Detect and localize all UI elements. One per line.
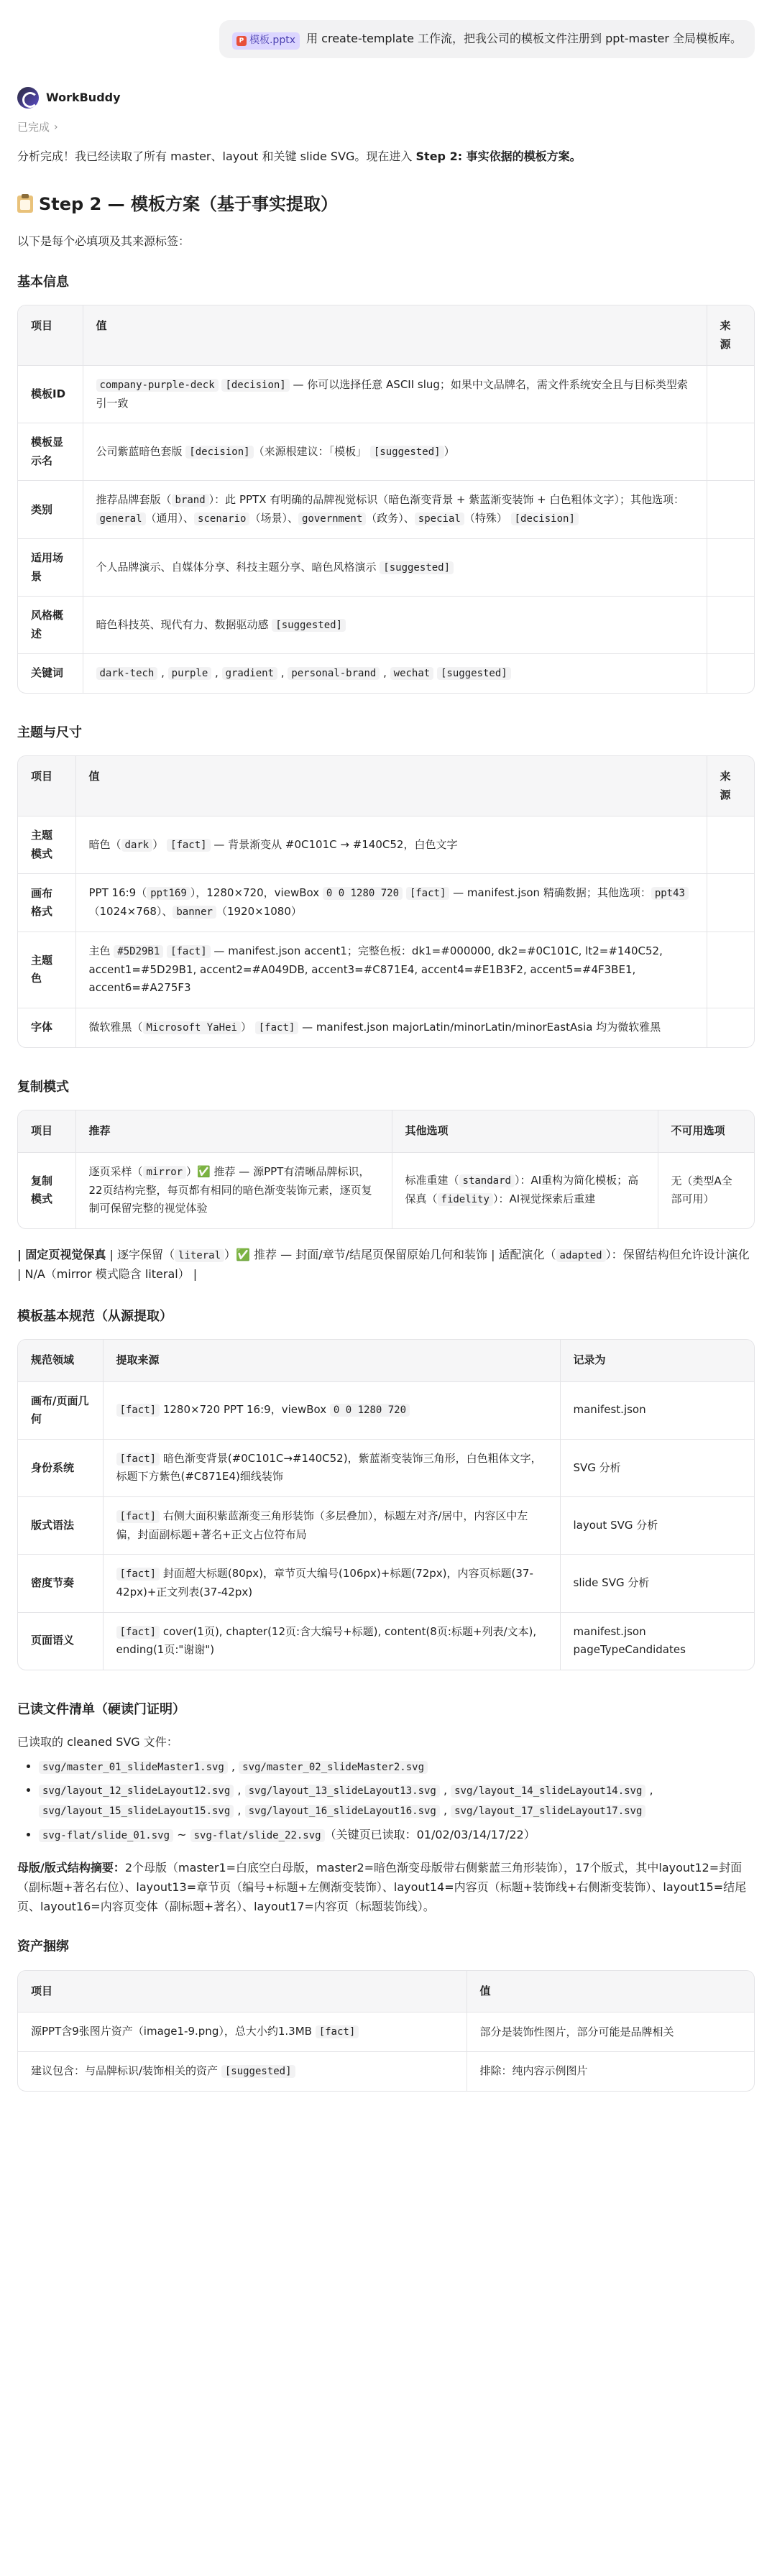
inline-code: [fact] xyxy=(116,1404,160,1417)
inline-code: brand xyxy=(172,494,209,507)
inline-code: 0 0 1280 720 xyxy=(330,1404,410,1417)
step-subtitle: 以下是每个必填项及其来源标签： xyxy=(17,234,190,249)
inline-code: [fact] xyxy=(167,839,211,852)
fixed-page-fidelity-line xyxy=(17,1245,755,1284)
row-value xyxy=(83,597,707,654)
intro-text: 分析完成！我已经读取了所有 master、layout 和关键 slide SVG。现在进入 xyxy=(17,150,416,164)
inline-code: [decision] xyxy=(221,379,289,392)
column-header: 值 xyxy=(83,305,707,366)
assistant-header xyxy=(17,87,755,109)
fixed-page-fidelity-label: | 固定页视觉保真 xyxy=(17,1247,106,1261)
theme-heading: 主题与尺寸 xyxy=(17,724,82,740)
row-value xyxy=(83,366,707,423)
inline-code: [suggested] xyxy=(380,561,454,574)
text-span: , xyxy=(439,1803,451,1818)
row-key: 类别 xyxy=(18,481,83,539)
inline-code: [fact] xyxy=(167,945,211,958)
text-span: ），1280×720，viewBox xyxy=(190,886,323,900)
text-span: ） xyxy=(152,838,167,852)
inline-code: svg-flat/slide_01.svg xyxy=(39,1829,173,1842)
inline-code: literal xyxy=(175,1249,224,1262)
attached-file-chip[interactable] xyxy=(232,32,300,50)
text-span: （场景）、 xyxy=(249,512,298,525)
theme-table xyxy=(17,755,755,1047)
column-header: 推荐 xyxy=(75,1110,392,1152)
text-span: — manifest.json accent1；完整色板：dk1=#000000, dk2=#0C101C, lt2=#140C52, accent1=#5D29B1, accent2=#A049DB, accent3=#C871E4, accent4=#E1B3F2, accent5=#4F3BE1, accent6=#A275F3 xyxy=(88,944,663,995)
text-span: 标准重建（ xyxy=(405,1174,459,1187)
basic-info-table xyxy=(17,305,755,694)
table-row xyxy=(18,654,754,693)
row-key: 画布/页面几何 xyxy=(18,1381,103,1439)
inline-code: svg/layout_13_slideLayout13.svg xyxy=(245,1785,440,1798)
text-span: , xyxy=(645,1783,653,1798)
row-key: 版式语法 xyxy=(18,1496,103,1554)
table-row xyxy=(18,1381,754,1439)
row-source-extract xyxy=(103,1381,560,1439)
row-key: 模板显示名 xyxy=(18,423,83,481)
text-span: 公司紫蓝暗色套版 xyxy=(96,445,186,459)
row-source xyxy=(707,539,754,597)
asset-value: 部分是装饰性图片，部分可能是品牌相关 xyxy=(467,2012,754,2052)
inline-code: purple xyxy=(168,667,212,680)
inline-code: [suggested] xyxy=(437,667,511,680)
inline-code: [decision] xyxy=(511,512,579,525)
row-value xyxy=(75,816,707,874)
table-row xyxy=(18,481,754,539)
text-span: ）：此 PPTX 有明确的品牌视觉标识（暗色渐变背景 + 紫蓝渐变装饰 + 白色粗体文字）；其他选项： xyxy=(208,493,684,507)
read-files-list xyxy=(39,1757,755,1845)
table-row xyxy=(18,1612,754,1670)
inline-code: ppt43 xyxy=(651,887,689,900)
list-item xyxy=(39,1780,755,1821)
list-item xyxy=(39,1825,755,1845)
completion-status-text: 已完成 xyxy=(17,120,50,134)
row-recorded-as: layout SVG 分析 xyxy=(560,1496,754,1554)
text-span: 封面超大标题(80px)，章节页大编号(106px)+标题(72px)，内容页标题(37-42px)+正文列表(37-42px) xyxy=(116,1567,533,1598)
step-title xyxy=(17,190,755,219)
inline-code: Microsoft YaHei xyxy=(143,1021,241,1034)
inline-code: [suggested] xyxy=(370,446,444,459)
spec-table xyxy=(17,1339,755,1670)
unavailable-options: 无（类型A全部可用） xyxy=(671,1174,732,1206)
column-header: 来源 xyxy=(707,756,754,816)
copy-mode-table xyxy=(17,1110,755,1228)
text-span: , xyxy=(234,1803,245,1818)
row-key: 页面语义 xyxy=(18,1612,103,1670)
row-source-extract xyxy=(103,1555,560,1612)
pptx-file-icon: P xyxy=(236,36,247,46)
text-span: ）：AI重构为简化模板；高保真（ xyxy=(405,1174,639,1206)
table-row xyxy=(18,2052,754,2091)
attached-file-name: 模板.pptx xyxy=(249,34,295,47)
table-row xyxy=(18,423,754,481)
text-span: （1920×1080） xyxy=(216,905,302,919)
row-value xyxy=(83,423,707,481)
table-row xyxy=(18,874,754,932)
text-span: ） xyxy=(444,445,455,459)
row-key: 身份系统 xyxy=(18,1439,103,1496)
row-source-extract xyxy=(103,1612,560,1670)
inline-code: dark xyxy=(121,839,153,852)
inline-code: svg-flat/slide_22.svg xyxy=(190,1829,325,1842)
inline-code: [fact] xyxy=(116,1453,160,1466)
column-header: 值 xyxy=(75,756,707,816)
row-value xyxy=(75,932,707,1008)
row-recorded-as: SVG 分析 xyxy=(560,1439,754,1496)
row-source xyxy=(707,874,754,932)
row-key: 主题色 xyxy=(18,932,75,1008)
text-span: 源PPT含9张图片资产（image1-9.png），总大小约1.3MB xyxy=(31,2025,316,2038)
text-span: （通用）、 xyxy=(145,512,195,525)
inline-code: mirror xyxy=(143,1166,187,1179)
copy-mode-heading: 复制模式 xyxy=(17,1079,69,1095)
inline-code: scenario xyxy=(194,512,249,525)
inline-code: gradient xyxy=(222,667,277,680)
row-key: 密度节奏 xyxy=(18,1555,103,1612)
row-source xyxy=(707,654,754,693)
text-span: | 逐字保留（ xyxy=(106,1247,175,1261)
row-value xyxy=(75,1008,707,1046)
inline-code: svg/master_02_slideMaster2.svg xyxy=(239,1761,428,1774)
table-row xyxy=(18,1152,754,1228)
table-row xyxy=(18,1439,754,1496)
table-row xyxy=(18,2012,754,2052)
inline-code: svg/layout_15_slideLayout15.svg xyxy=(39,1805,234,1818)
inline-code: [fact] xyxy=(116,1626,160,1639)
inline-code: dark-tech xyxy=(96,667,158,680)
inline-code: company-purple-deck xyxy=(96,379,219,392)
asset-item xyxy=(18,2052,467,2091)
asset-value: 排除：纯内容示例图片 xyxy=(479,2064,588,2078)
table-row xyxy=(18,366,754,423)
row-value xyxy=(75,874,707,932)
row-source xyxy=(707,366,754,423)
row-source xyxy=(707,423,754,481)
assets-table xyxy=(17,1970,755,2092)
row-source xyxy=(707,932,754,1008)
text-span: — 背景渐变从 #0C101C → #140C52，白色文字 xyxy=(210,838,458,852)
text-span: , xyxy=(227,1759,239,1773)
column-header: 值 xyxy=(467,1971,754,2012)
column-header: 提取来源 xyxy=(103,1340,560,1381)
row-source xyxy=(707,597,754,654)
table-row xyxy=(18,1008,754,1046)
inline-code: [fact] xyxy=(116,1568,160,1581)
text-span: 推荐品牌套版（ xyxy=(96,493,172,507)
column-header: 规范领域 xyxy=(18,1340,103,1381)
column-header: 项目 xyxy=(18,1110,75,1152)
row-key: 风格概述 xyxy=(18,597,83,654)
inline-code: standard xyxy=(459,1174,515,1187)
text-span: （特殊） xyxy=(464,512,511,525)
inline-code: personal-brand xyxy=(288,667,380,680)
text-span: — 你可以选择任意 ASCII slug；如果中文品牌名，需文件系统安全且与目标类型索引一致 xyxy=(96,378,688,410)
read-files-intro: 已读取的 cleaned SVG 文件： xyxy=(17,1735,178,1749)
row-value xyxy=(83,481,707,539)
chevron-right-icon: › xyxy=(54,121,58,133)
column-header: 项目 xyxy=(18,305,83,366)
inline-code: ppt169 xyxy=(147,887,190,900)
text-span: ）：保留结构但允许设计演化 | N/A（mirror 模式隐含 literal） | xyxy=(17,1247,750,1282)
row-key: 关键词 xyxy=(18,654,83,693)
column-header: 项目 xyxy=(18,1971,467,2012)
assistant-name: WorkBuddy xyxy=(46,91,121,105)
text-span: , xyxy=(234,1783,245,1798)
text-span: ）✅ 推荐 — 源PPT有清晰品牌标识，22页结构完整，每页都有相同的暗色渐变装饰元素，逐页复制可保留完整的视觉体验 xyxy=(88,1164,372,1215)
text-span: , xyxy=(211,666,222,680)
text-span: — manifest.json majorLatin/minorLatin/minorEastAsia 均为微软雅黑 xyxy=(298,1020,661,1034)
text-span: 逐页采样（ xyxy=(88,1164,143,1178)
step-title-text: Step 2 — 模板方案（基于事实提取） xyxy=(39,193,338,214)
text-span: （1024×768）、 xyxy=(88,905,173,919)
inline-code: [fact] xyxy=(406,887,450,900)
user-message-text: 用 create-template 工作流，把我公司的模板文件注册到 ppt-master 全局模板库。 xyxy=(306,32,742,45)
text-span: cover(1页), chapter(12页:含大编号+标题), content(8页:标题+列表/文本), ending(1页:"谢谢") xyxy=(116,1624,537,1657)
text-span: 暗色（ xyxy=(88,838,121,852)
structure-summary-label: 母版/版式结构摘要： xyxy=(17,1860,125,1874)
text-span: ） xyxy=(240,1020,255,1034)
column-header: 项目 xyxy=(18,756,75,816)
text-span: , xyxy=(380,666,390,680)
table-row xyxy=(18,1555,754,1612)
inline-code: #5D29B1 xyxy=(114,945,163,958)
inline-code: [fact] xyxy=(116,1510,160,1523)
row-value xyxy=(83,539,707,597)
structure-summary xyxy=(17,1858,755,1917)
inline-code: general xyxy=(96,512,146,525)
intro-step-bold: Step 2: 事实依据的模板方案。 xyxy=(415,150,582,164)
row-source xyxy=(707,816,754,874)
inline-code: svg/layout_17_slideLayout17.svg xyxy=(451,1805,645,1818)
row-recorded-as: manifest.json xyxy=(560,1381,754,1439)
row-key: 字体 xyxy=(18,1008,75,1046)
text-span: , xyxy=(277,666,288,680)
row-key: 主题模式 xyxy=(18,816,75,874)
text-span: 暗色科技英、现代有力、数据驱动感 xyxy=(96,617,272,631)
table-row xyxy=(18,1496,754,1554)
row-source-extract xyxy=(103,1496,560,1554)
text-span: 个人品牌演示、自媒体分享、科技主题分享、暗色风格演示 xyxy=(96,560,380,574)
read-files-heading: 已读文件清单（硬读门证明） xyxy=(17,1701,185,1717)
list-item xyxy=(39,1757,755,1777)
table-row xyxy=(18,816,754,874)
inline-code: [suggested] xyxy=(272,619,346,632)
inline-code: svg/layout_16_slideLayout16.svg xyxy=(245,1805,440,1818)
structure-summary-text: 2个母版（master1=白底空白母版，master2=暗色渐变母版带右侧紫蓝三角形装饰），17个版式，其中layout12=封面（副标题+著名右位）、layout13=章节页（编号+标题+左侧渐变装饰）、layout14=内容页（标题+装饰线+右侧渐变装饰）、layout15=结尾页、layout16=内容页变体（副标题+著名）、layout17=内容页（标题装饰线）。 xyxy=(17,1860,747,1914)
text-span: 暗色渐变背景(#0C101C→#140C52)，紫蓝渐变装饰三角形，白色粗体文字，标题下方紫色(#C871E4)细线装饰 xyxy=(116,1451,542,1484)
text-span: — manifest.json 精确数据；其他选项： xyxy=(449,886,651,900)
clipboard-icon xyxy=(17,196,33,213)
inline-code: 0 0 1280 720 xyxy=(323,887,403,900)
text-span: ~ xyxy=(173,1827,190,1841)
inline-code: svg/master_01_slideMaster1.svg xyxy=(39,1761,228,1774)
text-span: ）✅ 推荐 — 封面/章节/结尾页保留原始几何和装饰 | 适配演化（ xyxy=(224,1247,556,1261)
inline-code: svg/layout_12_slideLayout12.svg xyxy=(39,1785,234,1798)
row-recorded-as: slide SVG 分析 xyxy=(560,1555,754,1612)
text-span: （政务）、 xyxy=(366,512,415,525)
column-header: 不可用选项 xyxy=(658,1110,754,1152)
text-span: 微软雅黑（ xyxy=(88,1020,143,1034)
inline-code: [decision] xyxy=(185,446,253,459)
inline-code: banner xyxy=(173,906,216,919)
inline-code: wechat xyxy=(390,667,434,680)
row-key: 模板ID xyxy=(18,366,83,423)
table-row xyxy=(18,539,754,597)
text-span: 主色 xyxy=(88,944,114,958)
inline-code: special xyxy=(415,512,464,525)
row-source-extract xyxy=(103,1439,560,1496)
row-recorded-as: manifest.json pageTypeCandidates xyxy=(573,1624,686,1657)
row-source xyxy=(707,1008,754,1046)
recommended-option xyxy=(75,1152,392,1228)
text-span: （关键页已读取：01/02/03/14/17/22） xyxy=(324,1827,536,1841)
text-span: 建议包含：与品牌标识/装饰相关的资产 xyxy=(31,2064,221,2078)
row-key: 适用场景 xyxy=(18,539,83,597)
table-row xyxy=(18,597,754,654)
inline-code: [fact] xyxy=(255,1021,299,1034)
text-span: （来源根建议：「模板」 xyxy=(253,445,370,459)
text-span: PPT 16:9（ xyxy=(88,886,147,900)
row-key: 复制模式 xyxy=(18,1152,75,1228)
other-options xyxy=(392,1152,658,1228)
text-span: 右侧大面积紫蓝渐变三角形装饰（多层叠加），标题左对齐/居中，内容区中左偏，封面副标题+著名+正文占位符布局 xyxy=(116,1509,528,1541)
analysis-intro xyxy=(17,147,755,166)
assets-heading: 资产捆绑 xyxy=(17,1939,69,1955)
text-span: , xyxy=(157,666,168,680)
user-message-row xyxy=(17,20,755,58)
column-header: 其他选项 xyxy=(392,1110,658,1152)
spec-heading: 模板基本规范（从源提取） xyxy=(17,1308,173,1324)
user-message-bubble xyxy=(219,20,755,58)
assistant-avatar xyxy=(17,87,39,109)
inline-code: government xyxy=(298,512,366,525)
table-row xyxy=(18,932,754,1008)
row-value xyxy=(83,654,707,693)
row-source xyxy=(707,481,754,539)
column-header: 记录为 xyxy=(560,1340,754,1381)
text-span: ）：AI视觉探索后重建 xyxy=(492,1192,596,1206)
asset-item xyxy=(18,2012,467,2052)
completion-status-toggle[interactable] xyxy=(17,119,755,137)
basic-info-heading: 基本信息 xyxy=(17,274,69,290)
column-header: 来源 xyxy=(707,305,754,366)
row-key: 画布格式 xyxy=(18,874,75,932)
inline-code: svg/layout_14_slideLayout14.svg xyxy=(451,1785,645,1798)
inline-code: [suggested] xyxy=(221,2065,295,2078)
inline-code: fidelity xyxy=(438,1193,493,1206)
inline-code: adapted xyxy=(556,1249,606,1262)
text-span: 1280×720 PPT 16:9，viewBox xyxy=(160,1403,330,1417)
inline-code: [fact] xyxy=(316,2025,359,2038)
text-span: , xyxy=(439,1783,451,1798)
